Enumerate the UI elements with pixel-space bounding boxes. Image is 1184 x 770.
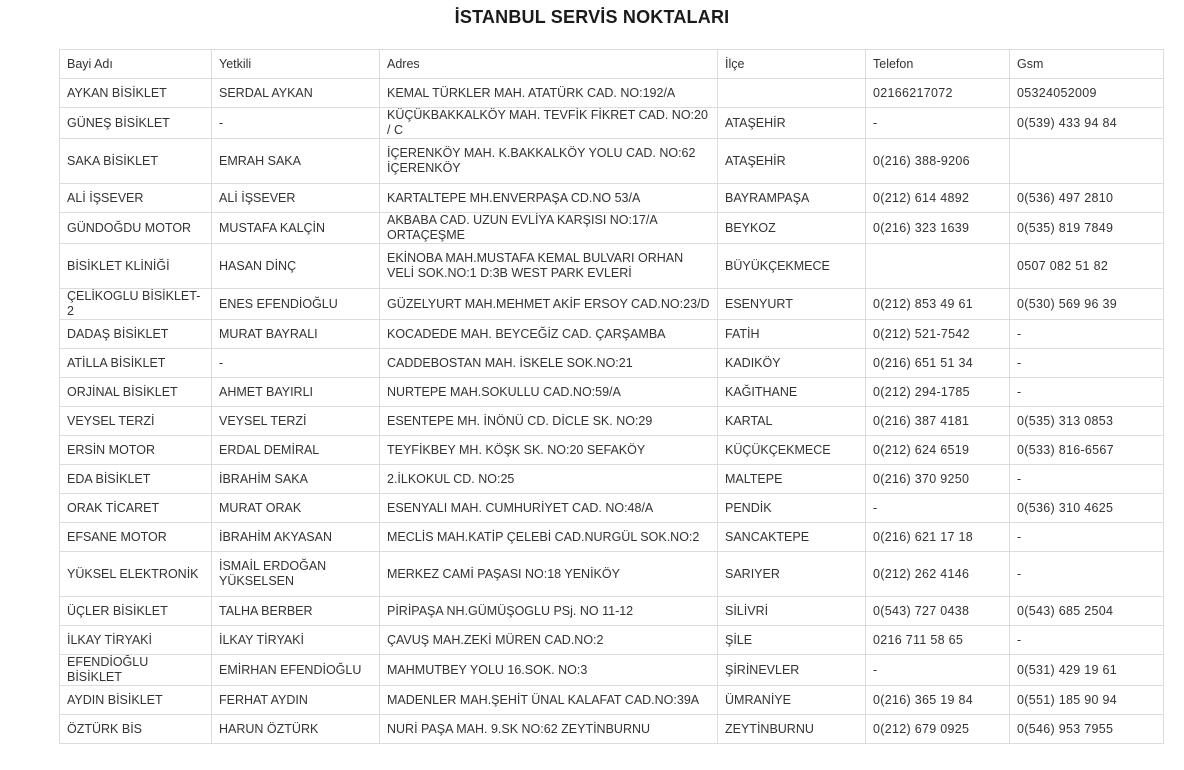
- dealer-name-cell: AYKAN BİSİKLET: [60, 79, 212, 108]
- phone-cell: -: [866, 108, 1010, 139]
- district-cell: [718, 79, 866, 108]
- contact-cell: VEYSEL TERZİ: [212, 407, 380, 436]
- column-header-district: İlçe: [718, 50, 866, 79]
- contact-cell: İBRAHİM AKYASAN: [212, 523, 380, 552]
- phone-cell: 0(216) 323 1639: [866, 213, 1010, 244]
- dealer-name-cell: ÜÇLER BİSİKLET: [60, 597, 212, 626]
- gsm-cell: 0(546) 953 7955: [1010, 715, 1164, 744]
- phone-cell: 0(212) 624 6519: [866, 436, 1010, 465]
- dealer-name-cell: DADAŞ BİSİKLET: [60, 320, 212, 349]
- table-row: [60, 465, 1164, 494]
- address-cell: CADDEBOSTAN MAH. İSKELE SOK.NO:21: [380, 349, 718, 378]
- gsm-cell: -: [1010, 378, 1164, 407]
- district-cell: ÜMRANİYE: [718, 686, 866, 715]
- contact-cell: MURAT ORAK: [212, 494, 380, 523]
- table-row: [60, 494, 1164, 523]
- contact-cell: EMİRHAN EFENDİOĞLU: [212, 655, 380, 686]
- address-cell: KARTALTEPE MH.ENVERPAŞA CD.NO 53/A: [380, 184, 718, 213]
- table-row: [60, 349, 1164, 378]
- address-cell: AKBABA CAD. UZUN EVLİYA KARŞISI NO:17/A ORTAÇEŞME: [380, 213, 718, 244]
- column-header-dealer: Bayi Adı: [60, 50, 212, 79]
- district-cell: ŞİLE: [718, 626, 866, 655]
- contact-cell: ENES EFENDİOĞLU: [212, 289, 380, 320]
- district-cell: SİLİVRİ: [718, 597, 866, 626]
- dealer-name-cell: ERSİN MOTOR: [60, 436, 212, 465]
- address-cell: KEMAL TÜRKLER MAH. ATATÜRK CAD. NO:192/A: [380, 79, 718, 108]
- dealer-name-cell: AYDIN BİSİKLET: [60, 686, 212, 715]
- district-cell: ATAŞEHİR: [718, 139, 866, 184]
- district-cell: MALTEPE: [718, 465, 866, 494]
- contact-cell: EMRAH SAKA: [212, 139, 380, 184]
- district-cell: FATİH: [718, 320, 866, 349]
- dealer-name-cell: ÇELİKOGLU BİSİKLET-2: [60, 289, 212, 320]
- table-row: [60, 378, 1164, 407]
- phone-cell: 0(543) 727 0438: [866, 597, 1010, 626]
- table-row: [60, 597, 1164, 626]
- district-cell: KADIKÖY: [718, 349, 866, 378]
- address-cell: PİRİPAŞA NH.GÜMÜŞOGLU PSj. NO 11-12: [380, 597, 718, 626]
- address-cell: ÇAVUŞ MAH.ZEKİ MÜREN CAD.NO:2: [380, 626, 718, 655]
- gsm-cell: 0(536) 497 2810: [1010, 184, 1164, 213]
- phone-cell: [866, 244, 1010, 289]
- dealer-name-cell: ÖZTÜRK BİS: [60, 715, 212, 744]
- table-row: [60, 407, 1164, 436]
- phone-cell: 0(212) 614 4892: [866, 184, 1010, 213]
- gsm-cell: 05324052009: [1010, 79, 1164, 108]
- table-header-row: [60, 50, 1164, 79]
- address-cell: İÇERENKÖY MAH. K.BAKKALKÖY YOLU CAD. NO:62 İÇERENKÖY: [380, 139, 718, 184]
- dealer-name-cell: EFSANE MOTOR: [60, 523, 212, 552]
- gsm-cell: 0(535) 313 0853: [1010, 407, 1164, 436]
- gsm-cell: 0(533) 816-6567: [1010, 436, 1164, 465]
- address-cell: NURTEPE MAH.SOKULLU CAD.NO:59/A: [380, 378, 718, 407]
- phone-cell: 0(216) 370 9250: [866, 465, 1010, 494]
- table-row: [60, 715, 1164, 744]
- dealer-name-cell: ATİLLA BİSİKLET: [60, 349, 212, 378]
- district-cell: ŞİRİNEVLER: [718, 655, 866, 686]
- table-row: [60, 655, 1164, 686]
- gsm-cell: -: [1010, 465, 1164, 494]
- phone-cell: 0(212) 262 4146: [866, 552, 1010, 597]
- contact-cell: TALHA BERBER: [212, 597, 380, 626]
- table-row: [60, 552, 1164, 597]
- column-header-contact: Yetkili: [212, 50, 380, 79]
- table-row: [60, 436, 1164, 465]
- phone-cell: -: [866, 494, 1010, 523]
- table-row: [60, 320, 1164, 349]
- district-cell: ATAŞEHİR: [718, 108, 866, 139]
- district-cell: BEYKOZ: [718, 213, 866, 244]
- phone-cell: 0(212) 521-7542: [866, 320, 1010, 349]
- dealer-name-cell: ORAK TİCARET: [60, 494, 212, 523]
- phone-cell: 0(216) 387 4181: [866, 407, 1010, 436]
- dealer-name-cell: EFENDİOĞLU BİSİKLET: [60, 655, 212, 686]
- service-points-table-container: [59, 49, 1163, 744]
- address-cell: MECLİS MAH.KATİP ÇELEBİ CAD.NURGÜL SOK.NO:2: [380, 523, 718, 552]
- dealer-name-cell: ORJİNAL BİSİKLET: [60, 378, 212, 407]
- gsm-cell: -: [1010, 523, 1164, 552]
- dealer-name-cell: BİSİKLET KLİNİĞİ: [60, 244, 212, 289]
- gsm-cell: -: [1010, 320, 1164, 349]
- gsm-cell: -: [1010, 349, 1164, 378]
- dealer-name-cell: YÜKSEL ELEKTRONİK: [60, 552, 212, 597]
- service-points-table: [59, 49, 1164, 744]
- table-row: [60, 79, 1164, 108]
- contact-cell: MURAT BAYRALI: [212, 320, 380, 349]
- contact-cell: İLKAY TİRYAKİ: [212, 626, 380, 655]
- page-title: İSTANBUL SERVİS NOKTALARI: [454, 7, 730, 27]
- phone-cell: 0(212) 294-1785: [866, 378, 1010, 407]
- column-header-phone: Telefon: [866, 50, 1010, 79]
- district-cell: KARTAL: [718, 407, 866, 436]
- gsm-cell: -: [1010, 552, 1164, 597]
- gsm-cell: 0(536) 310 4625: [1010, 494, 1164, 523]
- dealer-name-cell: SAKA BİSİKLET: [60, 139, 212, 184]
- address-cell: MERKEZ CAMİ PAŞASI NO:18 YENİKÖY: [380, 552, 718, 597]
- district-cell: BAYRAMPAŞA: [718, 184, 866, 213]
- contact-cell: İSMAİL ERDOĞAN YÜKSELSEN: [212, 552, 380, 597]
- table-row: [60, 184, 1164, 213]
- contact-cell: AHMET BAYIRLI: [212, 378, 380, 407]
- address-cell: MAHMUTBEY YOLU 16.SOK. NO:3: [380, 655, 718, 686]
- address-cell: EKİNOBA MAH.MUSTAFA KEMAL BULVARI ORHAN VELİ SOK.NO:1 D:3B WEST PARK EVLERİ: [380, 244, 718, 289]
- phone-cell: 0(216) 651 51 34: [866, 349, 1010, 378]
- phone-cell: 0(212) 679 0925: [866, 715, 1010, 744]
- gsm-cell: 0(551) 185 90 94: [1010, 686, 1164, 715]
- address-cell: MADENLER MAH.ŞEHİT ÜNAL KALAFAT CAD.NO:39A: [380, 686, 718, 715]
- phone-cell: 0(212) 853 49 61: [866, 289, 1010, 320]
- gsm-cell: 0(543) 685 2504: [1010, 597, 1164, 626]
- address-cell: ESENTEPE MH. İNÖNÜ CD. DİCLE SK. NO:29: [380, 407, 718, 436]
- phone-cell: 0216 711 58 65: [866, 626, 1010, 655]
- table-row: [60, 108, 1164, 139]
- address-cell: 2.İLKOKUL CD. NO:25: [380, 465, 718, 494]
- table-row: [60, 139, 1164, 184]
- contact-cell: HARUN ÖZTÜRK: [212, 715, 380, 744]
- district-cell: BÜYÜKÇEKMECE: [718, 244, 866, 289]
- table-row: [60, 213, 1164, 244]
- address-cell: NURİ PAŞA MAH. 9.SK NO:62 ZEYTİNBURNU: [380, 715, 718, 744]
- table-row: [60, 244, 1164, 289]
- table-row: [60, 686, 1164, 715]
- contact-cell: HASAN DİNÇ: [212, 244, 380, 289]
- contact-cell: SERDAL AYKAN: [212, 79, 380, 108]
- gsm-cell: 0(530) 569 96 39: [1010, 289, 1164, 320]
- gsm-cell: 0(535) 819 7849: [1010, 213, 1164, 244]
- table-row: [60, 523, 1164, 552]
- contact-cell: FERHAT AYDIN: [212, 686, 380, 715]
- contact-cell: ERDAL DEMİRAL: [212, 436, 380, 465]
- district-cell: PENDİK: [718, 494, 866, 523]
- dealer-name-cell: VEYSEL TERZİ: [60, 407, 212, 436]
- phone-cell: -: [866, 655, 1010, 686]
- gsm-cell: 0507 082 51 82: [1010, 244, 1164, 289]
- table-row: [60, 289, 1164, 320]
- gsm-cell: [1010, 139, 1164, 184]
- contact-cell: -: [212, 108, 380, 139]
- phone-cell: 0(216) 365 19 84: [866, 686, 1010, 715]
- address-cell: KÜÇÜKBAKKALKÖY MAH. TEVFİK FİKRET CAD. NO:20 / C: [380, 108, 718, 139]
- address-cell: TEYFİKBEY MH. KÖŞK SK. NO:20 SEFAKÖY: [380, 436, 718, 465]
- dealer-name-cell: İLKAY TİRYAKİ: [60, 626, 212, 655]
- address-cell: ESENYALI MAH. CUMHURİYET CAD. NO:48/A: [380, 494, 718, 523]
- dealer-name-cell: ALİ İŞSEVER: [60, 184, 212, 213]
- gsm-cell: 0(531) 429 19 61: [1010, 655, 1164, 686]
- district-cell: SARIYER: [718, 552, 866, 597]
- gsm-cell: -: [1010, 626, 1164, 655]
- phone-cell: 02166217072: [866, 79, 1010, 108]
- address-cell: GÜZELYURT MAH.MEHMET AKİF ERSOY CAD.NO:23/D: [380, 289, 718, 320]
- contact-cell: MUSTAFA KALÇİN: [212, 213, 380, 244]
- gsm-cell: 0(539) 433 94 84: [1010, 108, 1164, 139]
- district-cell: SANCAKTEPE: [718, 523, 866, 552]
- contact-cell: İBRAHİM SAKA: [212, 465, 380, 494]
- dealer-name-cell: EDA BİSİKLET: [60, 465, 212, 494]
- phone-cell: 0(216) 388-9206: [866, 139, 1010, 184]
- contact-cell: -: [212, 349, 380, 378]
- contact-cell: ALİ İŞSEVER: [212, 184, 380, 213]
- column-header-gsm: Gsm: [1010, 50, 1164, 79]
- table-row: [60, 626, 1164, 655]
- phone-cell: 0(216) 621 17 18: [866, 523, 1010, 552]
- district-cell: ZEYTİNBURNU: [718, 715, 866, 744]
- address-cell: KOCADEDE MAH. BEYCEĞİZ CAD. ÇARŞAMBA: [380, 320, 718, 349]
- dealer-name-cell: GÜNDOĞDU MOTOR: [60, 213, 212, 244]
- district-cell: KÜÇÜKÇEKMECE: [718, 436, 866, 465]
- district-cell: KAĞITHANE: [718, 378, 866, 407]
- district-cell: ESENYURT: [718, 289, 866, 320]
- dealer-name-cell: GÜNEŞ BİSİKLET: [60, 108, 212, 139]
- column-header-address: Adres: [380, 50, 718, 79]
